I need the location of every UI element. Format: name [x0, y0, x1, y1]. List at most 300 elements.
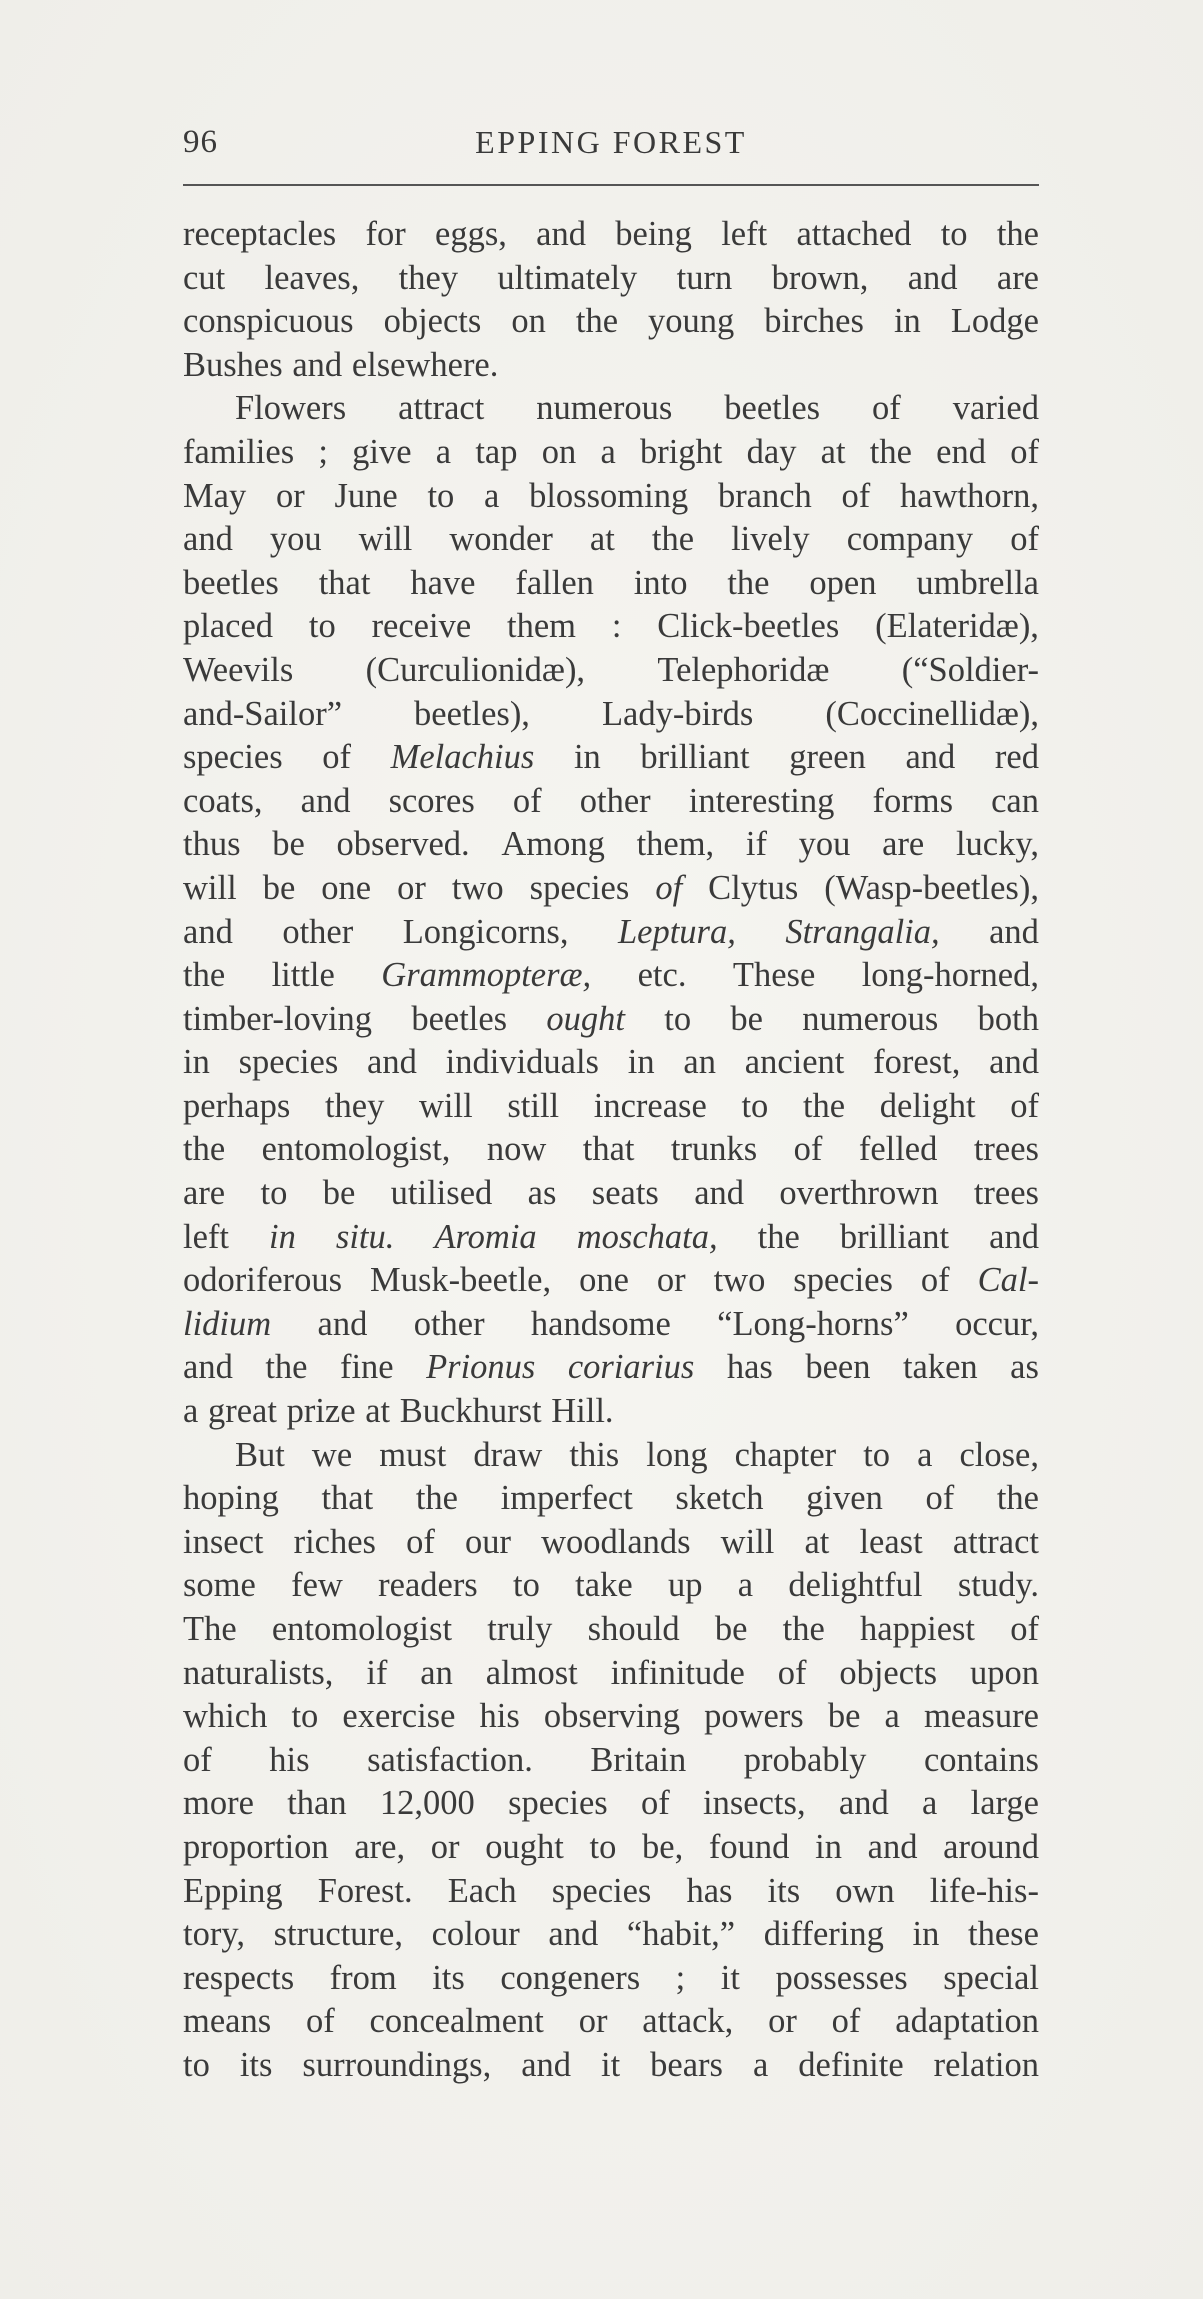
- word: open: [809, 563, 877, 602]
- word: one: [579, 1261, 629, 1300]
- word: almost: [485, 1653, 578, 1692]
- word: more: [183, 1784, 254, 1823]
- text-line: [183, 518, 1039, 562]
- word: of: [1010, 432, 1039, 471]
- word: tory,: [183, 1915, 245, 1954]
- word: and: [905, 738, 956, 777]
- text-line: [183, 1782, 1039, 1826]
- word: large: [970, 1784, 1039, 1823]
- word: eggs,: [435, 215, 507, 253]
- word: these: [968, 1915, 1039, 1954]
- text-line: [183, 1913, 1039, 1957]
- word: them,: [636, 825, 715, 864]
- word: one: [321, 868, 372, 907]
- word: be: [714, 1610, 748, 1648]
- word: we: [311, 1435, 353, 1474]
- word: lucky,: [955, 825, 1039, 864]
- word: a: [884, 1697, 900, 1736]
- word: and: [367, 1043, 417, 1082]
- word: still: [507, 1086, 560, 1125]
- word: objects: [839, 1653, 938, 1692]
- word: of: [841, 476, 871, 515]
- word: of: [512, 781, 542, 820]
- word: they: [324, 1086, 385, 1125]
- text-line: [183, 1216, 1039, 1260]
- word: imperfect: [500, 1479, 633, 1518]
- word: take: [575, 1566, 633, 1605]
- word: odoriferous: [183, 1261, 343, 1300]
- word: proportion: [183, 1827, 329, 1866]
- text-line: [183, 911, 1039, 955]
- word: handsome: [530, 1304, 671, 1343]
- word: delight: [879, 1086, 976, 1125]
- word: birches: [764, 302, 864, 341]
- word: of: [183, 1740, 212, 1779]
- text-line: [183, 1346, 1039, 1390]
- word: its: [767, 1871, 801, 1910]
- word: to: [940, 215, 968, 253]
- word: thus: [183, 825, 241, 864]
- word: congeners: [500, 1958, 641, 1997]
- word: Musk-beetle,: [370, 1261, 552, 1300]
- word: and: [989, 1043, 1039, 1082]
- word: at: [365, 1392, 391, 1431]
- text-line: [183, 1085, 1039, 1129]
- word: woodlands: [541, 1522, 691, 1561]
- word: will: [183, 868, 237, 907]
- word: Melachius: [390, 738, 535, 777]
- word: species: [183, 738, 283, 777]
- word: will: [720, 1522, 775, 1561]
- word: other: [413, 1304, 485, 1343]
- word: or: [397, 868, 426, 907]
- word: as: [1010, 1348, 1039, 1387]
- word: of: [322, 738, 351, 777]
- word: ought: [546, 999, 625, 1038]
- text-line: [183, 1434, 1039, 1478]
- word: young: [648, 302, 735, 341]
- word: from: [329, 1958, 397, 1997]
- word: his: [269, 1740, 310, 1779]
- word: the: [575, 302, 619, 341]
- word: other: [282, 912, 354, 951]
- word: to: [664, 999, 692, 1038]
- text-line: [183, 1521, 1039, 1565]
- word: at: [589, 520, 615, 559]
- word: can: [991, 781, 1039, 820]
- word: bright: [639, 432, 723, 471]
- word: in: [627, 1043, 655, 1082]
- word: have: [410, 563, 476, 602]
- word: his: [479, 1697, 520, 1736]
- word: exercise: [342, 1697, 456, 1736]
- word: :: [611, 607, 622, 646]
- word: branch: [717, 476, 812, 515]
- word: the: [183, 956, 226, 995]
- word: receive: [371, 607, 472, 646]
- word: fine: [339, 1348, 394, 1387]
- word: of: [406, 1522, 435, 1561]
- text-line: [183, 1128, 1039, 1172]
- word: wonder: [449, 520, 553, 559]
- word: definite: [798, 2045, 904, 2084]
- word: being: [615, 215, 692, 253]
- word: draw: [473, 1435, 543, 1474]
- word: around: [943, 1827, 1039, 1866]
- text-line: [183, 2000, 1039, 2044]
- word: brilliant: [839, 1217, 950, 1256]
- word: respects: [183, 1958, 295, 1997]
- word: has: [726, 1348, 773, 1387]
- word: and: [317, 1304, 368, 1343]
- text-line: [183, 954, 1039, 998]
- word: and: [183, 912, 233, 951]
- word: tap: [475, 432, 518, 471]
- word: and: [183, 520, 233, 559]
- word: of: [872, 389, 901, 428]
- word: to: [513, 1566, 540, 1605]
- word: ancient: [744, 1043, 845, 1082]
- word: on: [511, 302, 546, 341]
- word: left: [183, 1217, 229, 1256]
- word: of: [777, 1653, 807, 1692]
- word: surroundings,: [302, 2045, 492, 2084]
- word: the: [869, 432, 912, 471]
- word: study.: [957, 1566, 1039, 1605]
- word: in: [269, 1217, 296, 1256]
- word: occur,: [955, 1304, 1039, 1343]
- word: Bushes: [183, 345, 283, 384]
- word: long: [646, 1435, 708, 1474]
- word: situ.: [335, 1217, 395, 1256]
- word: life-his-: [929, 1871, 1039, 1910]
- header-rule: [183, 184, 1039, 186]
- word: both: [977, 999, 1039, 1038]
- word: Prionus: [426, 1348, 536, 1387]
- word: an: [420, 1653, 453, 1692]
- word: or: [430, 1827, 460, 1866]
- word: attract: [952, 1522, 1039, 1561]
- word: in: [893, 302, 921, 341]
- word: prize: [286, 1392, 356, 1431]
- word: or: [768, 2002, 797, 2041]
- word: (Coccinellidæ),: [825, 694, 1039, 733]
- text-line: [183, 1826, 1039, 1870]
- text-line: [183, 562, 1039, 606]
- word: coats,: [183, 781, 263, 820]
- page-number: 96: [183, 124, 218, 160]
- word: are: [882, 825, 925, 864]
- word: Cal-: [977, 1261, 1039, 1300]
- word: to: [589, 1827, 617, 1866]
- word: species: [551, 1871, 652, 1910]
- word: insect: [183, 1522, 264, 1561]
- text-line: [183, 649, 1039, 693]
- word: brilliant: [640, 738, 750, 777]
- word: Britain: [590, 1740, 687, 1779]
- word: “Long-horns”: [717, 1304, 909, 1343]
- word: Strangalia,: [785, 912, 940, 951]
- word: a: [600, 432, 616, 471]
- page-header: [183, 124, 1039, 164]
- word: Grammopteræ,: [381, 956, 592, 995]
- word: which: [183, 1697, 268, 1736]
- word: the: [651, 520, 695, 559]
- word: close,: [959, 1435, 1039, 1474]
- word: probably: [743, 1740, 867, 1779]
- word: perhaps: [183, 1086, 291, 1125]
- word: Buckhurst: [399, 1392, 542, 1431]
- word: contains: [923, 1740, 1039, 1779]
- word: naturalists,: [183, 1653, 334, 1692]
- word: its: [432, 1958, 465, 1997]
- word: as: [527, 1174, 557, 1213]
- word: other: [579, 781, 651, 820]
- word: sketch: [675, 1479, 764, 1518]
- word: company: [846, 520, 974, 559]
- word: upon: [969, 1653, 1039, 1692]
- word: beetles: [183, 563, 279, 602]
- word: red: [994, 738, 1039, 777]
- text-line: [183, 257, 1039, 301]
- word: be: [827, 1697, 861, 1736]
- word: 12,000: [379, 1784, 475, 1823]
- word: forms: [872, 781, 953, 820]
- text-line: [183, 1477, 1039, 1521]
- word: of: [641, 1784, 670, 1823]
- word: satisfaction.: [367, 1740, 533, 1779]
- word: and: [989, 1217, 1039, 1256]
- word: and: [907, 258, 958, 297]
- word: Aromia: [434, 1217, 537, 1256]
- word: special: [943, 1958, 1039, 1997]
- word: adaptation: [895, 2002, 1039, 2041]
- word: attack,: [642, 2002, 734, 2041]
- word: (“Soldier-: [901, 650, 1039, 689]
- word: give: [352, 432, 412, 471]
- word: May: [183, 476, 247, 515]
- text-line: [183, 431, 1039, 475]
- word: or: [656, 1261, 686, 1300]
- word: the: [996, 1479, 1039, 1518]
- word: receptacles: [183, 215, 337, 253]
- word: infinitude: [610, 1653, 745, 1692]
- text-line: [183, 475, 1039, 519]
- word: trees: [973, 1174, 1039, 1213]
- word: timber-loving: [183, 999, 373, 1038]
- word: to: [291, 1697, 319, 1736]
- word: leaves,: [264, 258, 360, 297]
- word: to: [183, 2045, 210, 2084]
- word: forest,: [873, 1043, 961, 1082]
- word: on: [541, 432, 577, 471]
- word: beetles: [724, 389, 821, 428]
- word: to: [260, 1174, 288, 1213]
- word: increase: [593, 1086, 707, 1125]
- word: to: [863, 1435, 891, 1474]
- word: Telephoridæ: [657, 650, 830, 689]
- word: riches: [293, 1522, 376, 1561]
- word: attached: [796, 215, 912, 253]
- word: day: [746, 432, 797, 471]
- word: and: [867, 1827, 918, 1866]
- text-line: [183, 1652, 1039, 1696]
- word: hoping: [183, 1479, 279, 1518]
- word: the: [802, 1086, 846, 1125]
- word: turn: [676, 258, 733, 297]
- word: than: [287, 1784, 347, 1823]
- word: own: [835, 1871, 895, 1910]
- word: and: [521, 2045, 572, 2084]
- word: (Elateridæ),: [875, 607, 1039, 646]
- text-line: [183, 213, 1039, 257]
- word: be,: [642, 1827, 684, 1866]
- word: be: [262, 868, 296, 907]
- word: to: [308, 607, 336, 646]
- word: Leptura,: [617, 912, 736, 951]
- word: insects,: [703, 1784, 806, 1823]
- word: are: [183, 1174, 226, 1213]
- word: varied: [952, 389, 1039, 428]
- word: be: [272, 825, 305, 864]
- word: numerous: [802, 999, 939, 1038]
- word: Weevils: [183, 650, 294, 689]
- word: a: [922, 1784, 938, 1823]
- word: green: [789, 738, 866, 777]
- word: at: [820, 432, 846, 471]
- word: relation: [933, 2045, 1039, 2084]
- word: great: [207, 1392, 277, 1431]
- word: two: [451, 868, 504, 907]
- word: you: [798, 825, 851, 864]
- word: a: [435, 432, 452, 471]
- word: of: [925, 1479, 955, 1518]
- word: Epping: [183, 1871, 283, 1910]
- word: the: [183, 1130, 226, 1169]
- word: differing: [763, 1915, 884, 1954]
- word: and: [183, 1348, 233, 1387]
- word: will: [358, 520, 413, 559]
- word: The: [183, 1610, 237, 1648]
- text-line: [183, 344, 1039, 388]
- word: or: [275, 476, 305, 515]
- word: and: [694, 1174, 745, 1213]
- word: found: [708, 1827, 790, 1866]
- text-line: [183, 387, 1039, 431]
- word: are: [996, 258, 1039, 297]
- text-line: [183, 2044, 1039, 2088]
- word: trunks: [670, 1130, 758, 1169]
- word: in: [183, 1043, 210, 1082]
- word: end: [936, 432, 986, 471]
- word: Each: [447, 1871, 517, 1910]
- word: concealment: [369, 2002, 544, 2041]
- word: and: [292, 345, 343, 384]
- word: hawthorn,: [900, 476, 1039, 515]
- text-line: [183, 736, 1039, 780]
- word: utilised: [390, 1174, 493, 1213]
- word: or: [578, 2002, 608, 2041]
- word: These: [732, 956, 816, 995]
- word: of: [1010, 1610, 1039, 1648]
- word: least: [859, 1522, 923, 1561]
- word: ought: [485, 1827, 564, 1866]
- word: Lady-birds: [601, 694, 754, 733]
- text-line: [183, 780, 1039, 824]
- word: the: [782, 1610, 825, 1648]
- word: scores: [388, 781, 475, 820]
- word: its: [239, 2045, 273, 2084]
- body-text: [183, 213, 1039, 2088]
- word: elsewhere.: [351, 345, 499, 384]
- word: fallen: [515, 563, 594, 602]
- word: delightful: [788, 1566, 923, 1605]
- word: a: [183, 1392, 199, 1431]
- word: structure,: [273, 1915, 403, 1954]
- text-line: [183, 1390, 1039, 1434]
- word: a: [484, 476, 500, 515]
- word: species: [529, 868, 630, 907]
- word: placed: [183, 607, 274, 646]
- word: conspicuous: [183, 302, 354, 341]
- word: and: [536, 215, 586, 253]
- word: be: [730, 999, 763, 1038]
- word: beetles: [411, 999, 508, 1038]
- word: numerous: [536, 389, 673, 428]
- word: to: [741, 1086, 769, 1125]
- word: blossoming: [529, 476, 689, 515]
- word: Clytus: [708, 868, 799, 907]
- word: (Curculionidæ),: [365, 650, 586, 689]
- word: ultimately: [497, 258, 638, 297]
- word: two: [713, 1261, 766, 1300]
- word: has: [686, 1871, 733, 1910]
- word: bears: [650, 2045, 723, 2084]
- text-line: [183, 605, 1039, 649]
- word: Among: [501, 825, 605, 864]
- word: Click-beetles: [657, 607, 840, 646]
- word: it: [720, 1958, 740, 1997]
- word: powers: [704, 1697, 804, 1736]
- word: But: [235, 1435, 285, 1474]
- word: colour: [431, 1915, 520, 1954]
- word: be: [322, 1174, 356, 1213]
- running-head: EPPING FOREST: [475, 124, 747, 160]
- word: the: [996, 215, 1039, 253]
- word: of: [831, 2002, 861, 2041]
- word: for: [365, 215, 406, 253]
- word: left: [721, 215, 768, 253]
- word: of: [1010, 520, 1039, 559]
- word: measure: [923, 1697, 1039, 1736]
- word: of: [305, 2002, 335, 2041]
- word: few: [291, 1566, 343, 1605]
- word: some: [183, 1566, 256, 1605]
- word: happiest: [860, 1610, 976, 1648]
- word: and: [838, 1784, 889, 1823]
- text-line: [183, 1041, 1039, 1085]
- word: Longicorns,: [402, 912, 569, 951]
- word: entomologist,: [261, 1130, 451, 1169]
- text-line: [183, 1564, 1039, 1608]
- word: ;: [318, 432, 328, 471]
- word: trees: [973, 1130, 1039, 1169]
- text-line: [183, 300, 1039, 344]
- word: of: [920, 1261, 950, 1300]
- word: possesses: [775, 1958, 908, 1997]
- word: ;: [675, 1958, 686, 1997]
- word: our: [464, 1522, 511, 1561]
